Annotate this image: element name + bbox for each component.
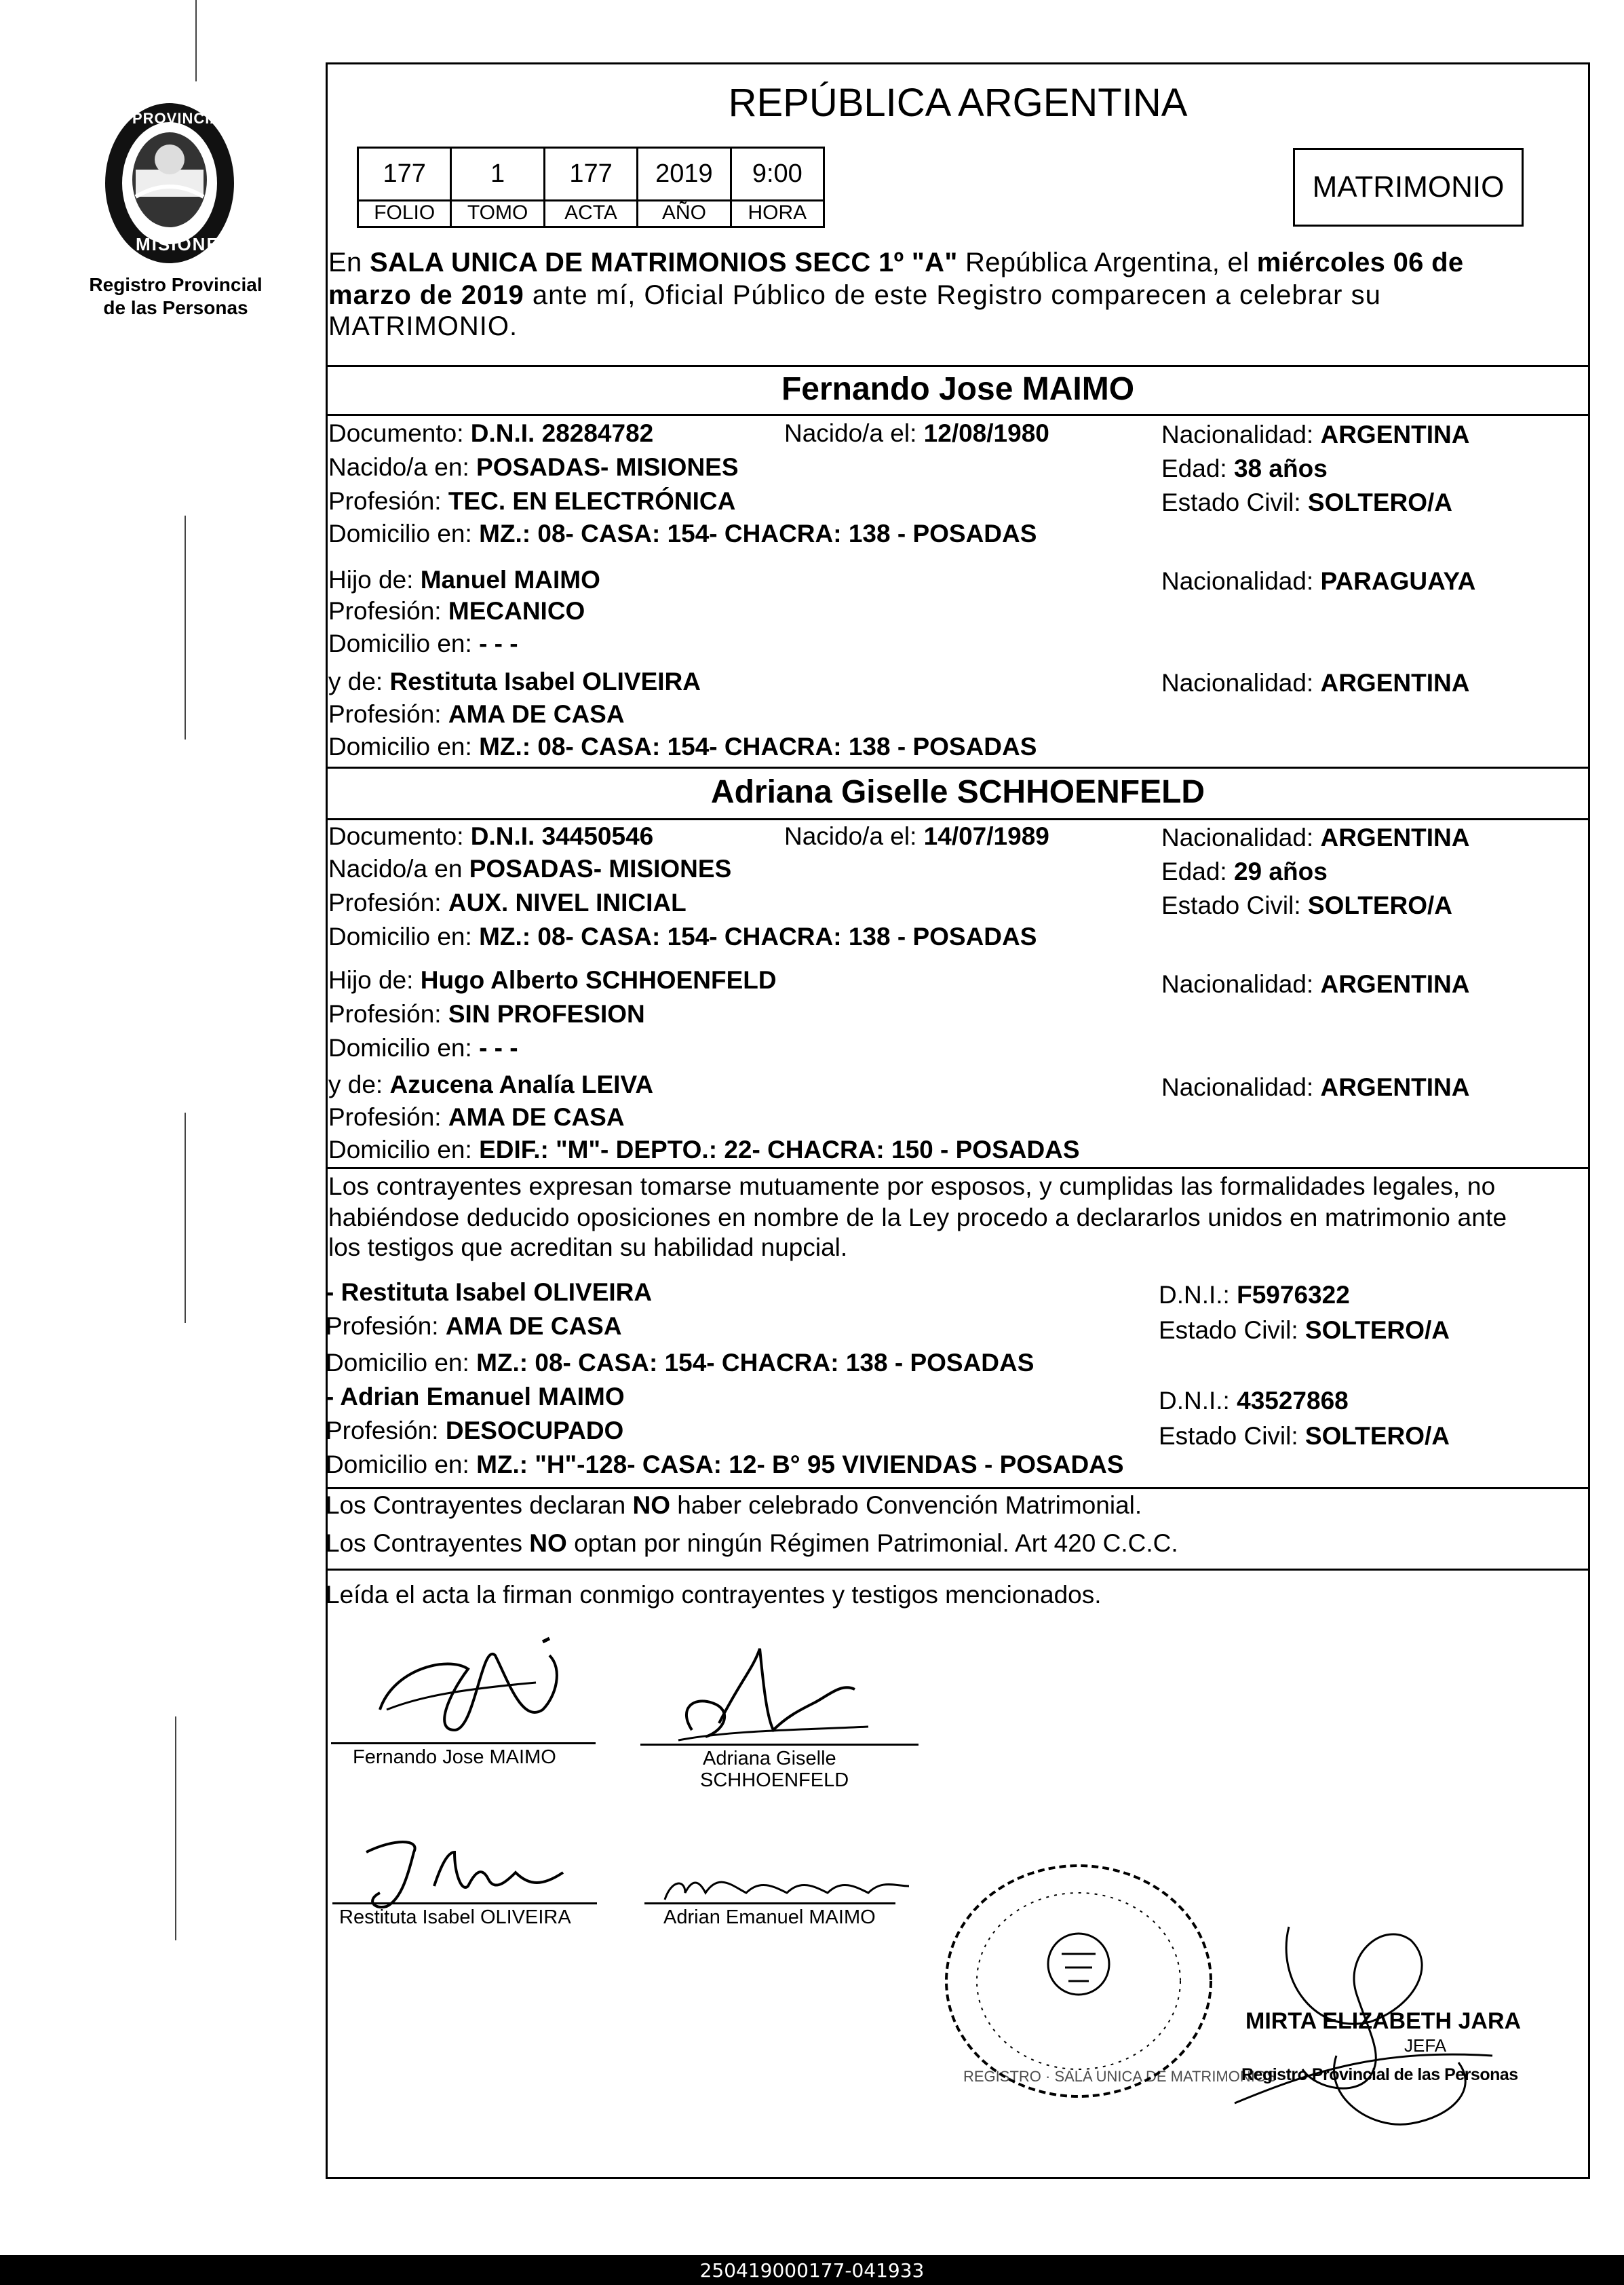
spouse1-civil-status: Estado Civil: SOLTERO/A	[1161, 488, 1453, 516]
spouse2-father-domicile: Domicilio en: - - -	[328, 1034, 518, 1062]
spouse2-mother-nationality: Nacionalidad: ARGENTINA	[1161, 1073, 1470, 1101]
signature-line-4	[644, 1902, 895, 1904]
witness1-profession: Profesión: AMA DE CASA	[326, 1312, 622, 1340]
witness2-dni: D.N.I.: 43527868	[1159, 1387, 1349, 1415]
witness1-name: - Restituta Isabel OLIVEIRA	[326, 1278, 653, 1306]
official-office: Registro Provincial de las Personas	[1241, 2065, 1518, 2084]
country-title: REPÚBLICA ARGENTINA	[728, 81, 1188, 125]
spouse2-born-on: Nacido/a el: 14/07/1989	[784, 822, 1049, 850]
spouse2-father-nationality: Nacionalidad: ARGENTINA	[1161, 970, 1470, 998]
signature-adriana	[651, 1628, 882, 1757]
spouse1-born-on: Nacido/a el: 12/08/1980	[784, 419, 1049, 447]
intro-date-1: miércoles 06 de	[1256, 248, 1464, 277]
signature-label-restituta: Restituta Isabel OLIVEIRA	[339, 1906, 571, 1928]
header-table	[357, 147, 825, 228]
signature-restituta	[339, 1825, 597, 1920]
intro-line1	[328, 247, 1463, 278]
spouse2-mother-profession: Profesión: AMA DE CASA	[328, 1103, 625, 1131]
declaration-line3: los testigos que acreditan su habilidad nupcial.	[328, 1233, 848, 1261]
acta-cell	[545, 149, 638, 226]
witness2-profession: Profesión: DESOCUPADO	[326, 1417, 624, 1444]
intro-text-3: ante mí, Oficial Público de este Registro comparecen a celebrar su	[524, 280, 1381, 310]
spouse1-father-domicile: Domicilio en: - - -	[328, 630, 518, 657]
spouse2-father: Hijo de: Hugo Alberto SCHHOENFELD	[328, 966, 777, 994]
tomo-cell	[452, 149, 545, 226]
spouse2-civil-status: Estado Civil: SOLTERO/A	[1161, 891, 1453, 919]
hora-cell	[732, 149, 823, 226]
spouse1-father: Hijo de: Manuel MAIMO	[328, 566, 600, 594]
witness2-name: - Adrian Emanuel MAIMO	[326, 1383, 625, 1410]
spouse1-age: Edad: 38 años	[1161, 455, 1328, 482]
acta-type: MATRIMONIO	[1312, 170, 1505, 204]
witness1-civil-status: Estado Civil: SOLTERO/A	[1159, 1316, 1450, 1344]
ano-label: AÑO	[661, 201, 706, 224]
hora-label: HORA	[748, 201, 807, 224]
spouse2-mother: y de: Azucena Analía LEIVA	[328, 1071, 654, 1098]
convention-line2: Los Contrayentes NO optan por ningún Régimen Patrimonial. Art 420 C.C.C.	[326, 1529, 1178, 1557]
acta-label: ACTA	[564, 201, 617, 224]
spouse2-doc: Documento: D.N.I. 34450546	[328, 822, 654, 850]
spouse1-mother-nationality: Nacionalidad: ARGENTINA	[1161, 669, 1470, 697]
official-seal	[936, 1852, 1277, 2110]
spouse1-domicile: Domicilio en: MZ.: 08- CASA: 154- CHACRA: 138 - POSADAS	[328, 520, 1037, 548]
tomo-value: 1	[452, 149, 543, 201]
official-name: MIRTA ELIZABETH JARA	[1245, 2008, 1522, 2034]
folio-value: 177	[359, 149, 450, 201]
footer-bar	[0, 2255, 1624, 2285]
ano-cell	[638, 149, 731, 226]
spouse2-name: Adriana Giselle SCHHOENFELD	[710, 774, 1205, 810]
spouse1-father-profession: Profesión: MECANICO	[328, 597, 585, 625]
intro-text-1: En	[328, 248, 370, 277]
official-role: JEFA	[1404, 2035, 1447, 2056]
declaration-line1: Los contrayentes expresan tomarse mutuamente por esposos, y cumplidas las formalidades legales, no	[328, 1172, 1496, 1200]
spouse1-doc: Documento: D.N.I. 28284782	[328, 419, 654, 447]
acta-type-box	[1293, 148, 1524, 227]
spouse1-name: Fernando Jose MAIMO	[781, 371, 1135, 407]
spouse2-domicile: Domicilio en: MZ.: 08- CASA: 154- CHACRA: 138 - POSADAS	[328, 923, 1037, 951]
tomo-label: TOMO	[467, 201, 528, 224]
hora-value: 9:00	[732, 149, 823, 201]
intro-line3: MATRIMONIO.	[328, 311, 518, 341]
signature-label-fernando: Fernando Jose MAIMO	[353, 1746, 556, 1768]
registry-name-line2: de las Personas	[103, 297, 248, 318]
spouse2-age: Edad: 29 años	[1161, 858, 1328, 885]
seal-text: REGISTRO · SALA UNICA DE MATRIMONIOS	[963, 2068, 1277, 2085]
convention-line1: Los Contrayentes declaran NO haber celebrado Convención Matrimonial.	[326, 1491, 1142, 1519]
registry-name-line1: Registro Provincial	[89, 274, 263, 295]
folio-cell	[359, 149, 452, 226]
signature-line-1	[331, 1742, 596, 1744]
spouse2-father-profession: Profesión: SIN PROFESION	[328, 1000, 645, 1028]
signature-label-adriana-1: Adriana Giselle	[703, 1748, 836, 1769]
witness1-dni: D.N.I.: F5976322	[1159, 1281, 1350, 1309]
spouse2-nationality: Nacionalidad: ARGENTINA	[1161, 824, 1470, 851]
emblem-text-top: PROVINCIA DE	[132, 110, 248, 127]
spouse1-profession: Profesión: TEC. EN ELECTRÓNICA	[328, 487, 736, 515]
intro-line2	[328, 280, 1381, 311]
spouse2-mother-domicile: Domicilio en: EDIF.: "M"- DEPTO.: 22- CHACRA: 150 - POSADAS	[328, 1136, 1080, 1164]
folio-label: FOLIO	[374, 201, 436, 224]
declaration-line2: habiéndose deducido oposiciones en nombre de la Ley procedo a declararlos unidos en matrimonio ante	[328, 1204, 1507, 1231]
ano-value: 2019	[638, 149, 729, 201]
footer-code: 250419000177-041933	[699, 2259, 925, 2282]
spouse1-born-in: Nacido/a en: POSADAS- MISIONES	[328, 453, 739, 481]
spouse1-mother: y de: Restituta Isabel OLIVEIRA	[328, 668, 701, 695]
spouse2-profession: Profesión: AUX. NIVEL INICIAL	[328, 889, 687, 917]
signature-line-2	[640, 1744, 919, 1746]
closing-statement: Leída el acta la firman conmigo contrayentes y testigos mencionados.	[326, 1581, 1102, 1609]
emblem-text-bottom: MISIONES	[136, 234, 233, 254]
signature-fernando	[366, 1628, 570, 1750]
signature-label-adrian: Adrian Emanuel MAIMO	[663, 1906, 876, 1928]
acta-value: 177	[545, 149, 636, 201]
witness2-domicile: Domicilio en: MZ.: "H"-128- CASA: 12- B° 95 VIVIENDAS - POSADAS	[326, 1451, 1124, 1478]
registry-logo	[81, 95, 258, 265]
spouse2-born-in: Nacido/a en POSADAS- MISIONES	[328, 855, 732, 883]
spouse1-mother-domicile: Domicilio en: MZ.: 08- CASA: 154- CHACRA: 138 - POSADAS	[328, 733, 1037, 761]
witness2-civil-status: Estado Civil: SOLTERO/A	[1159, 1422, 1450, 1450]
spouse1-father-nationality: Nacionalidad: PARAGUAYA	[1161, 567, 1476, 595]
intro-text-2: República Argentina, el	[957, 248, 1257, 277]
signature-adrian	[651, 1859, 936, 1913]
intro-place: SALA UNICA DE MATRIMONIOS SECC 1º "A"	[369, 248, 958, 277]
intro-date-2: marzo de 2019	[328, 280, 524, 310]
spouse1-nationality: Nacionalidad: ARGENTINA	[1161, 421, 1470, 448]
witness1-domicile: Domicilio en: MZ.: 08- CASA: 154- CHACRA: 138 - POSADAS	[326, 1349, 1035, 1377]
signature-label-adriana-2: SCHHOENFELD	[700, 1769, 849, 1791]
spouse1-mother-profession: Profesión: AMA DE CASA	[328, 700, 625, 728]
signature-line-3	[332, 1902, 597, 1904]
